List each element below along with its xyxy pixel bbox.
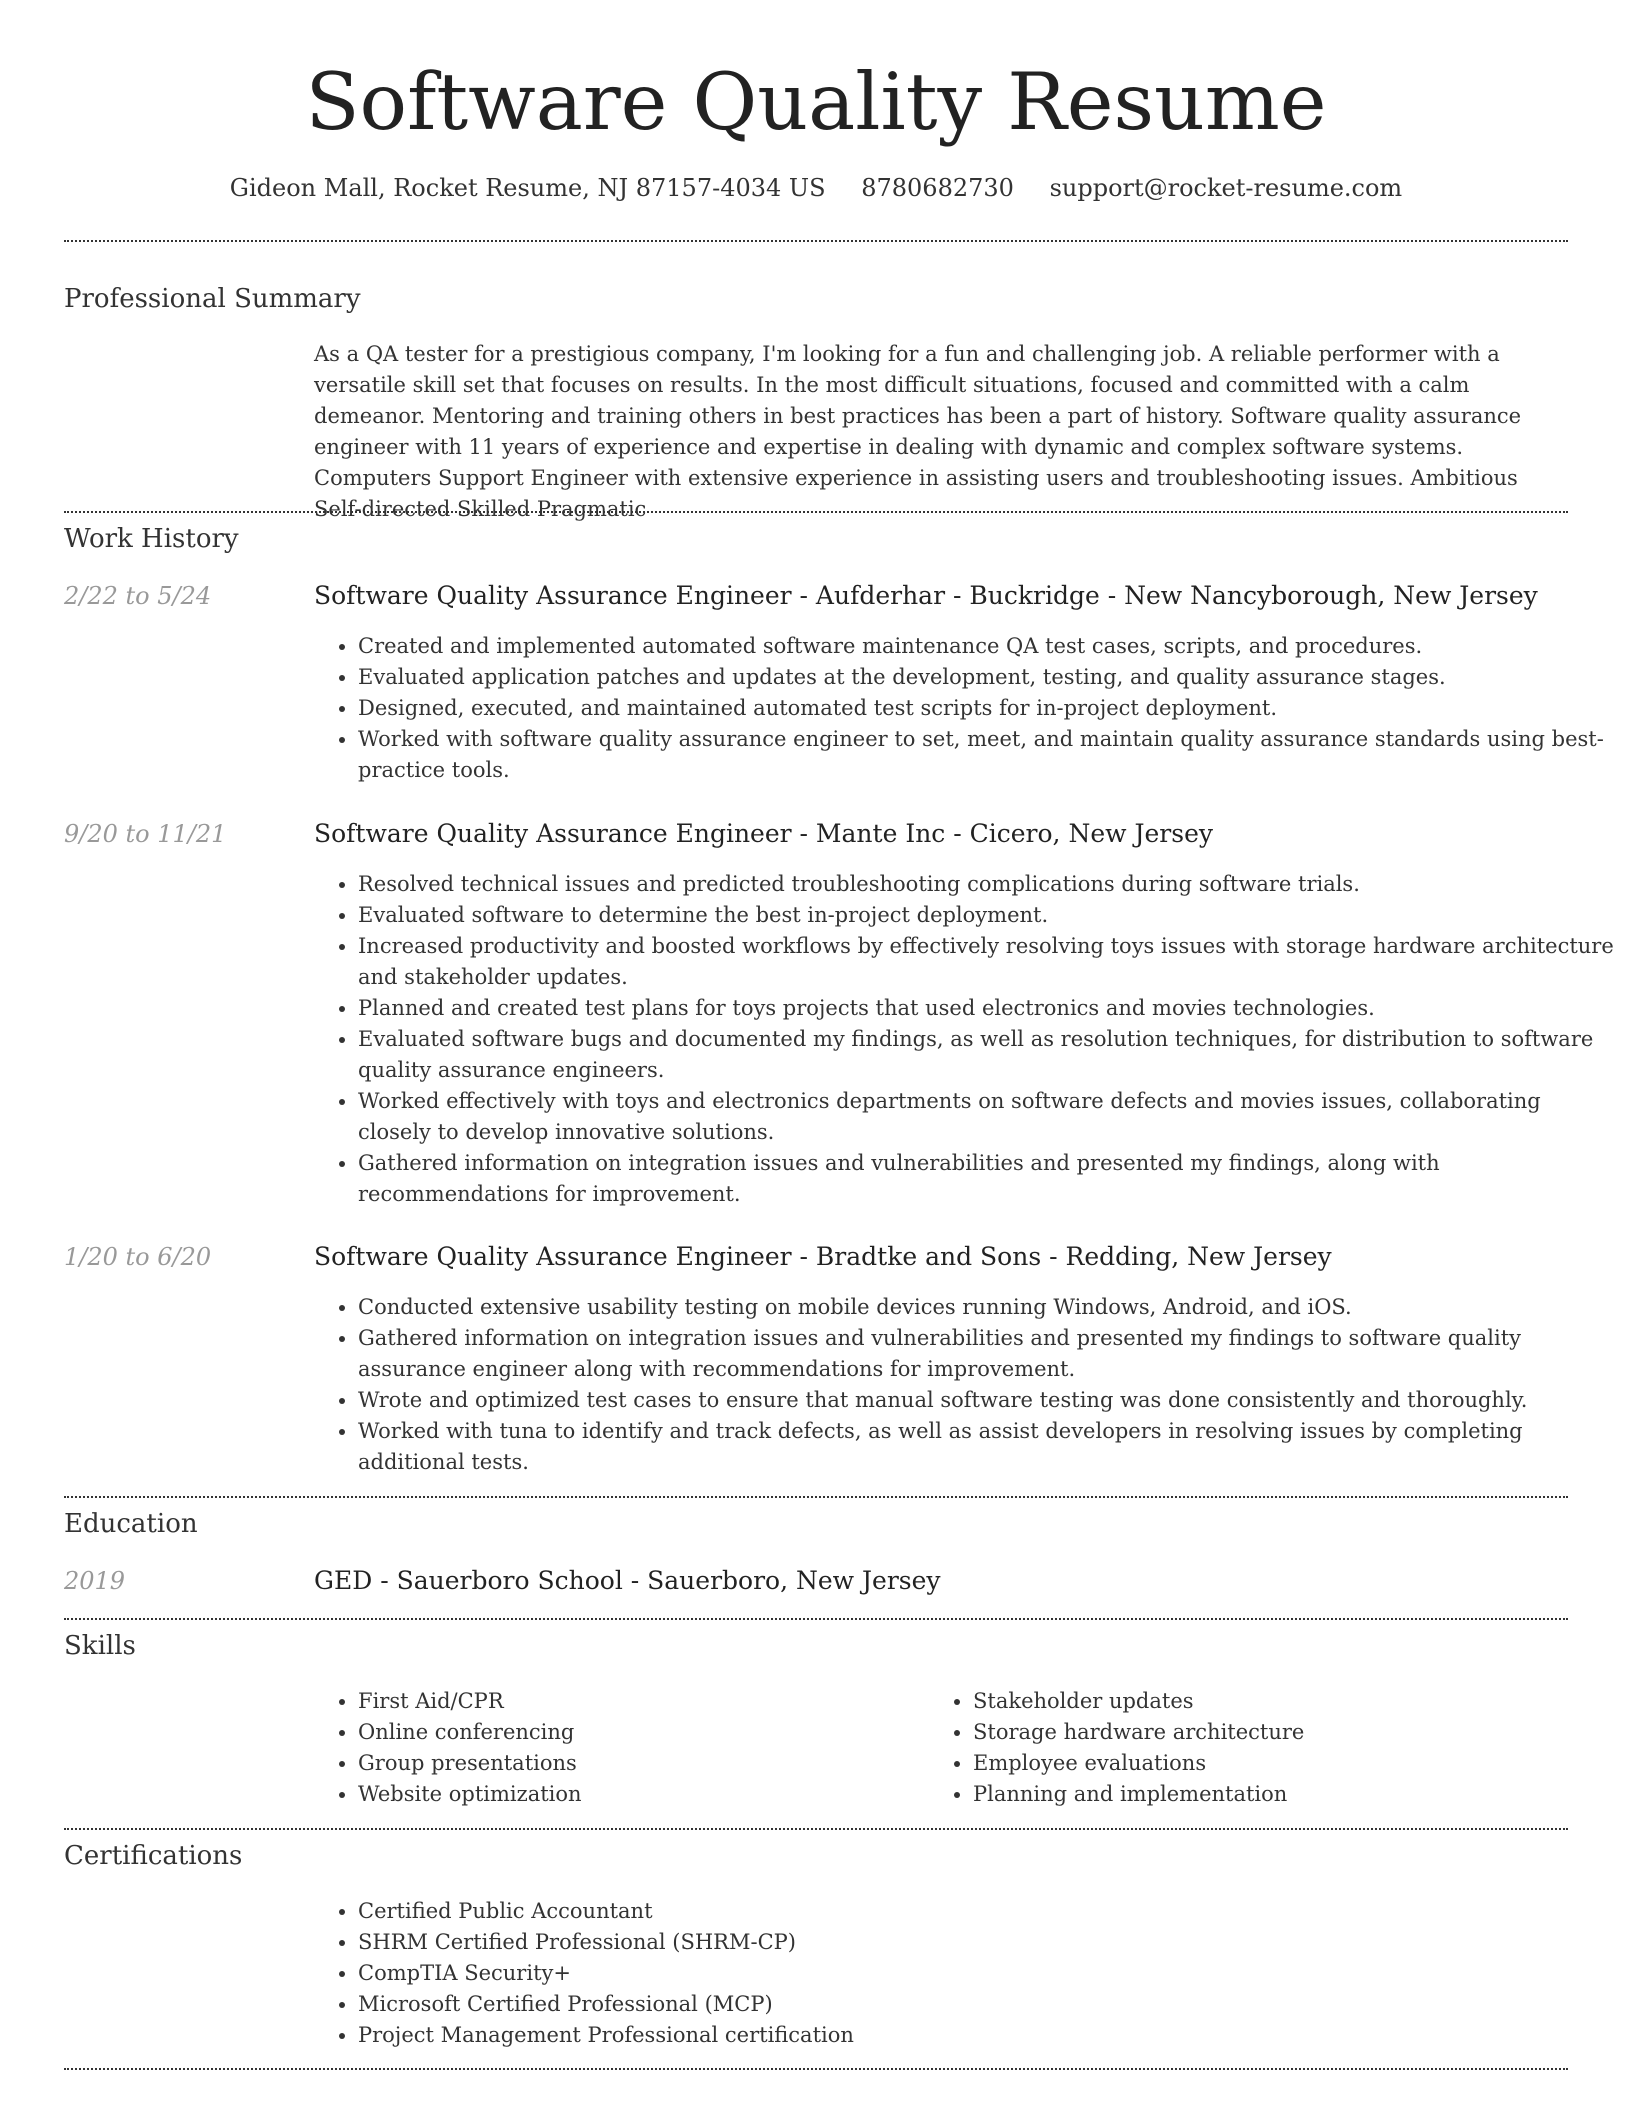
- contact-email: support@rocket-resume.com: [1049, 174, 1403, 202]
- education-year: 2019: [64, 1567, 126, 1595]
- job-bullets: [314, 869, 1620, 1210]
- list-item: • Project Management Professional certification: [358, 2020, 1558, 2051]
- list-item: • Evaluated software to determine the best in-project deployment.: [358, 900, 1620, 931]
- list-item: • Worked with software quality assurance engineer to set, meet, and maintain quality assurance standards using best-practice tools.: [358, 724, 1620, 786]
- certifications-section: [64, 1838, 1568, 2047]
- list-item: • Website optimization: [358, 1779, 928, 1810]
- divider: [64, 1828, 1568, 1830]
- list-item: • CompTIA Security+: [358, 1958, 1558, 1989]
- list-item: • Gathered information on integration issues and vulnerabilities and presented my findings to software quality assurance engineer along with recommendations for improvement.: [358, 1323, 1620, 1385]
- list-item: • Certified Public Accountant: [358, 1896, 1558, 1927]
- job-bullets: [314, 1292, 1620, 1478]
- certifications-list: [314, 1896, 1558, 2051]
- skills-list-right: [929, 1686, 1573, 1810]
- divider: [64, 2068, 1568, 2070]
- section-title-skills: Skills: [64, 1631, 136, 1661]
- summary-text: As a QA tester for a prestigious company, I'm looking for a fun and challenging job. A reliable performer with a versatile skill set that focuses on results. In the most difficult situations, focused and committed with a calm demeanor. Mentoring and training others in best practices has been a part of history. Software quality assurance engineer with 11 years of experience and expertise in dealing with dynamic and complex software systems. Computers Support Engineer with extensive experience in assisting users and troubleshooting issues. Ambitious Self-directed Skilled Pragmatic: [314, 342, 1522, 521]
- list-item: • Wrote and optimized test cases to ensure that manual software testing was done consistently and thoroughly.: [358, 1385, 1620, 1416]
- list-item: • Microsoft Certified Professional (MCP): [358, 1989, 1558, 2020]
- divider: [64, 240, 1568, 242]
- education-section: [64, 1506, 1568, 1595]
- section-title-summary: Professional Summary: [64, 284, 361, 314]
- job-bullets: [314, 631, 1620, 786]
- list-item: • Storage hardware architecture: [973, 1717, 1573, 1748]
- education-detail: GED - Sauerboro School - Sauerboro, New Jersey: [314, 1566, 941, 1595]
- list-item: • Designed, executed, and maintained automated test scripts for in-project deployment.: [358, 693, 1620, 724]
- list-item: • Worked with tuna to identify and track defects, as well as assist developers in resolving issues by completing additional tests.: [358, 1416, 1620, 1478]
- list-item: • Increased productivity and boosted workflows by effectively resolving toys issues with storage hardware architecture and stakeholder updates.: [358, 931, 1620, 993]
- list-item: • Online conferencing: [358, 1717, 928, 1748]
- section-title-certifications: Certifications: [64, 1841, 243, 1871]
- contact-line: [0, 170, 1632, 206]
- list-item: • Resolved technical issues and predicted troubleshooting complications during software trials.: [358, 869, 1620, 900]
- divider: [64, 511, 1568, 513]
- list-item: • Employee evaluations: [973, 1748, 1573, 1779]
- work-history-section: [64, 521, 1614, 1474]
- contact-phone: 8780682730: [861, 174, 1014, 202]
- job-dates: 2/22 to 5/24: [64, 582, 212, 610]
- list-item: • SHRM Certified Professional (SHRM-CP): [358, 1927, 1558, 1958]
- list-item: • Evaluated application patches and updates at the development, testing, and quality assurance stages.: [358, 662, 1620, 693]
- divider: [64, 1618, 1568, 1620]
- summary-section: [64, 281, 1568, 521]
- list-item: • First Aid/CPR: [358, 1686, 928, 1717]
- list-item: • Gathered information on integration issues and vulnerabilities and presented my findings, along with recommendations for improvement.: [358, 1148, 1620, 1210]
- list-item: • Group presentations: [358, 1748, 928, 1779]
- list-item: • Worked effectively with toys and electronics departments on software defects and movies issues, collaborating closely to develop innovative solutions.: [358, 1086, 1620, 1148]
- list-item: • Created and implemented automated software maintenance QA test cases, scripts, and procedures.: [358, 631, 1620, 662]
- section-title-work: Work History: [64, 524, 239, 554]
- job-title: Software Quality Assurance Engineer - Aufderhar - Buckridge - New Nancyborough, New Jersey: [314, 581, 1538, 610]
- contact-address: Gideon Mall, Rocket Resume, NJ 87157-4034 US: [229, 174, 826, 202]
- divider: [64, 1496, 1568, 1498]
- list-item: • Planned and created test plans for toys projects that used electronics and movies technologies.: [358, 993, 1620, 1024]
- resume-title: Software Quality Resume: [305, 56, 1327, 148]
- list-item: • Stakeholder updates: [973, 1686, 1573, 1717]
- list-item: • Evaluated software bugs and documented my findings, as well as resolution techniques, for distribution to software quality assurance engineers.: [358, 1024, 1620, 1086]
- list-item: • Conducted extensive usability testing on mobile devices running Windows, Android, and iOS.: [358, 1292, 1620, 1323]
- skills-section: [64, 1628, 1568, 1806]
- job-dates: 1/20 to 6/20: [64, 1243, 212, 1271]
- job-title: Software Quality Assurance Engineer - Mante Inc - Cicero, New Jersey: [314, 819, 1213, 848]
- list-item: • Planning and implementation: [973, 1779, 1573, 1810]
- section-title-education: Education: [64, 1509, 198, 1539]
- skills-list-left: [314, 1686, 928, 1810]
- job-dates: 9/20 to 11/21: [64, 820, 227, 848]
- job-title: Software Quality Assurance Engineer - Bradtke and Sons - Redding, New Jersey: [314, 1242, 1332, 1271]
